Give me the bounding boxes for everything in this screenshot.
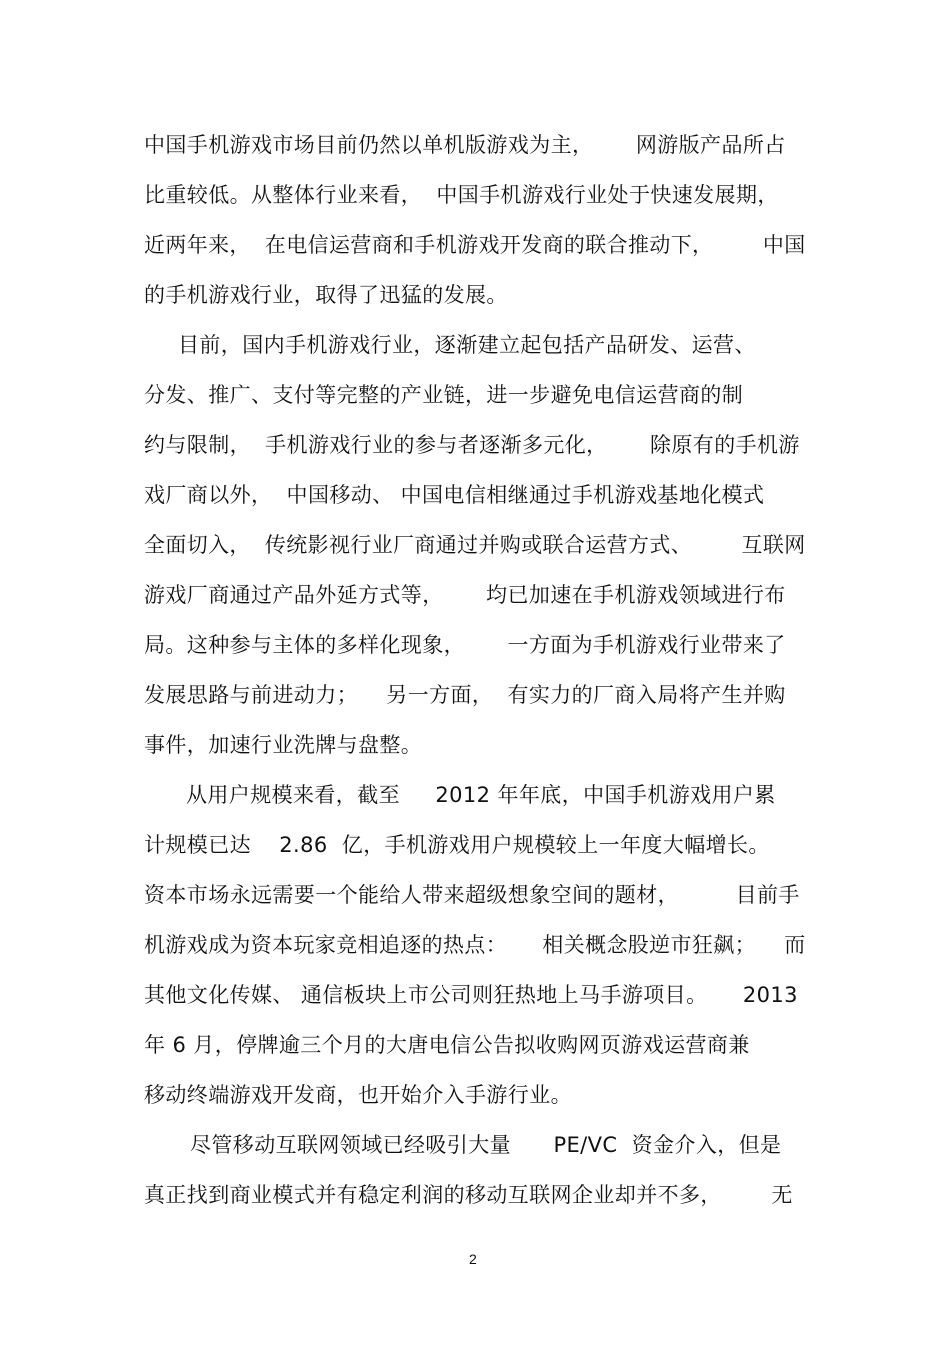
text-line: 其他文化传媒、 通信板块上市公司则狂热地上马手游项目。 2013: [144, 983, 798, 1007]
text-line: 全面切入， 传统影视行业厂商通过并购或联合运营方式、 互联网: [144, 533, 806, 557]
page-number: 2: [469, 1251, 477, 1267]
text-line: 尽管移动互联网领域已经吸引大量 PE/VC 资金介入，但是: [190, 1133, 782, 1157]
text-line: 机游戏成为资本玩家竞相追逐的热点： 相关概念股逆市狂飙； 而: [144, 933, 806, 957]
text-line: 比重较低。从整体行业来看， 中国手机游戏行业处于快速发展期，: [144, 183, 779, 207]
text-line: 目前，国内手机游戏行业，逐渐建立起包括产品研发、运营、: [178, 333, 756, 357]
text-line: 发展思路与前进动力； 另一方面， 有实力的厂商入局将产生并购: [144, 683, 786, 707]
text-line: 年 6 月，停牌逾三个月的大唐电信公告拟收购网页游戏运营商兼: [144, 1033, 750, 1057]
text-line: 中国手机游戏市场目前仍然以单机版游戏为主， 网游版产品所占: [144, 133, 786, 157]
text-line: 约与限制， 手机游戏行业的参与者逐渐多元化， 除原有的手机游: [144, 433, 800, 457]
text-line: 的手机游戏行业，取得了迅猛的发展。: [144, 283, 508, 307]
text-line: 戏厂商以外， 中国移动、 中国电信相继通过手机游戏基地化模式: [144, 483, 765, 507]
text-line: 游戏厂商通过产品外延方式等， 均已加速在手机游戏领域进行布: [144, 583, 786, 607]
text-line: 计规模已达 2.86 亿，手机游戏用户规模较上一年度大幅增长。: [144, 833, 770, 857]
text-line: 从用户规模来看，截至 2012 年年底，中国手机游戏用户累: [186, 783, 776, 807]
text-line: 事件，加速行业洗牌与盘整。: [144, 733, 423, 757]
text-line: 移动终端游戏开发商，也开始介入手游行业。: [144, 1083, 572, 1107]
text-line: 局。这种参与主体的多样化现象， 一方面为手机游戏行业带来了: [144, 633, 786, 657]
text-line: 资本市场永远需要一个能给人带来超级想象空间的题材， 目前手: [144, 883, 800, 907]
text-line: 近两年来， 在电信运营商和手机游戏开发商的联合推动下， 中国: [144, 233, 806, 257]
text-line: 真正找到商业模式并有稳定利润的移动互联网企业却并不多， 无: [144, 1183, 793, 1207]
text-line: 分发、推广、支付等完整的产业链，进一步避免电信运营商的制: [144, 383, 744, 407]
